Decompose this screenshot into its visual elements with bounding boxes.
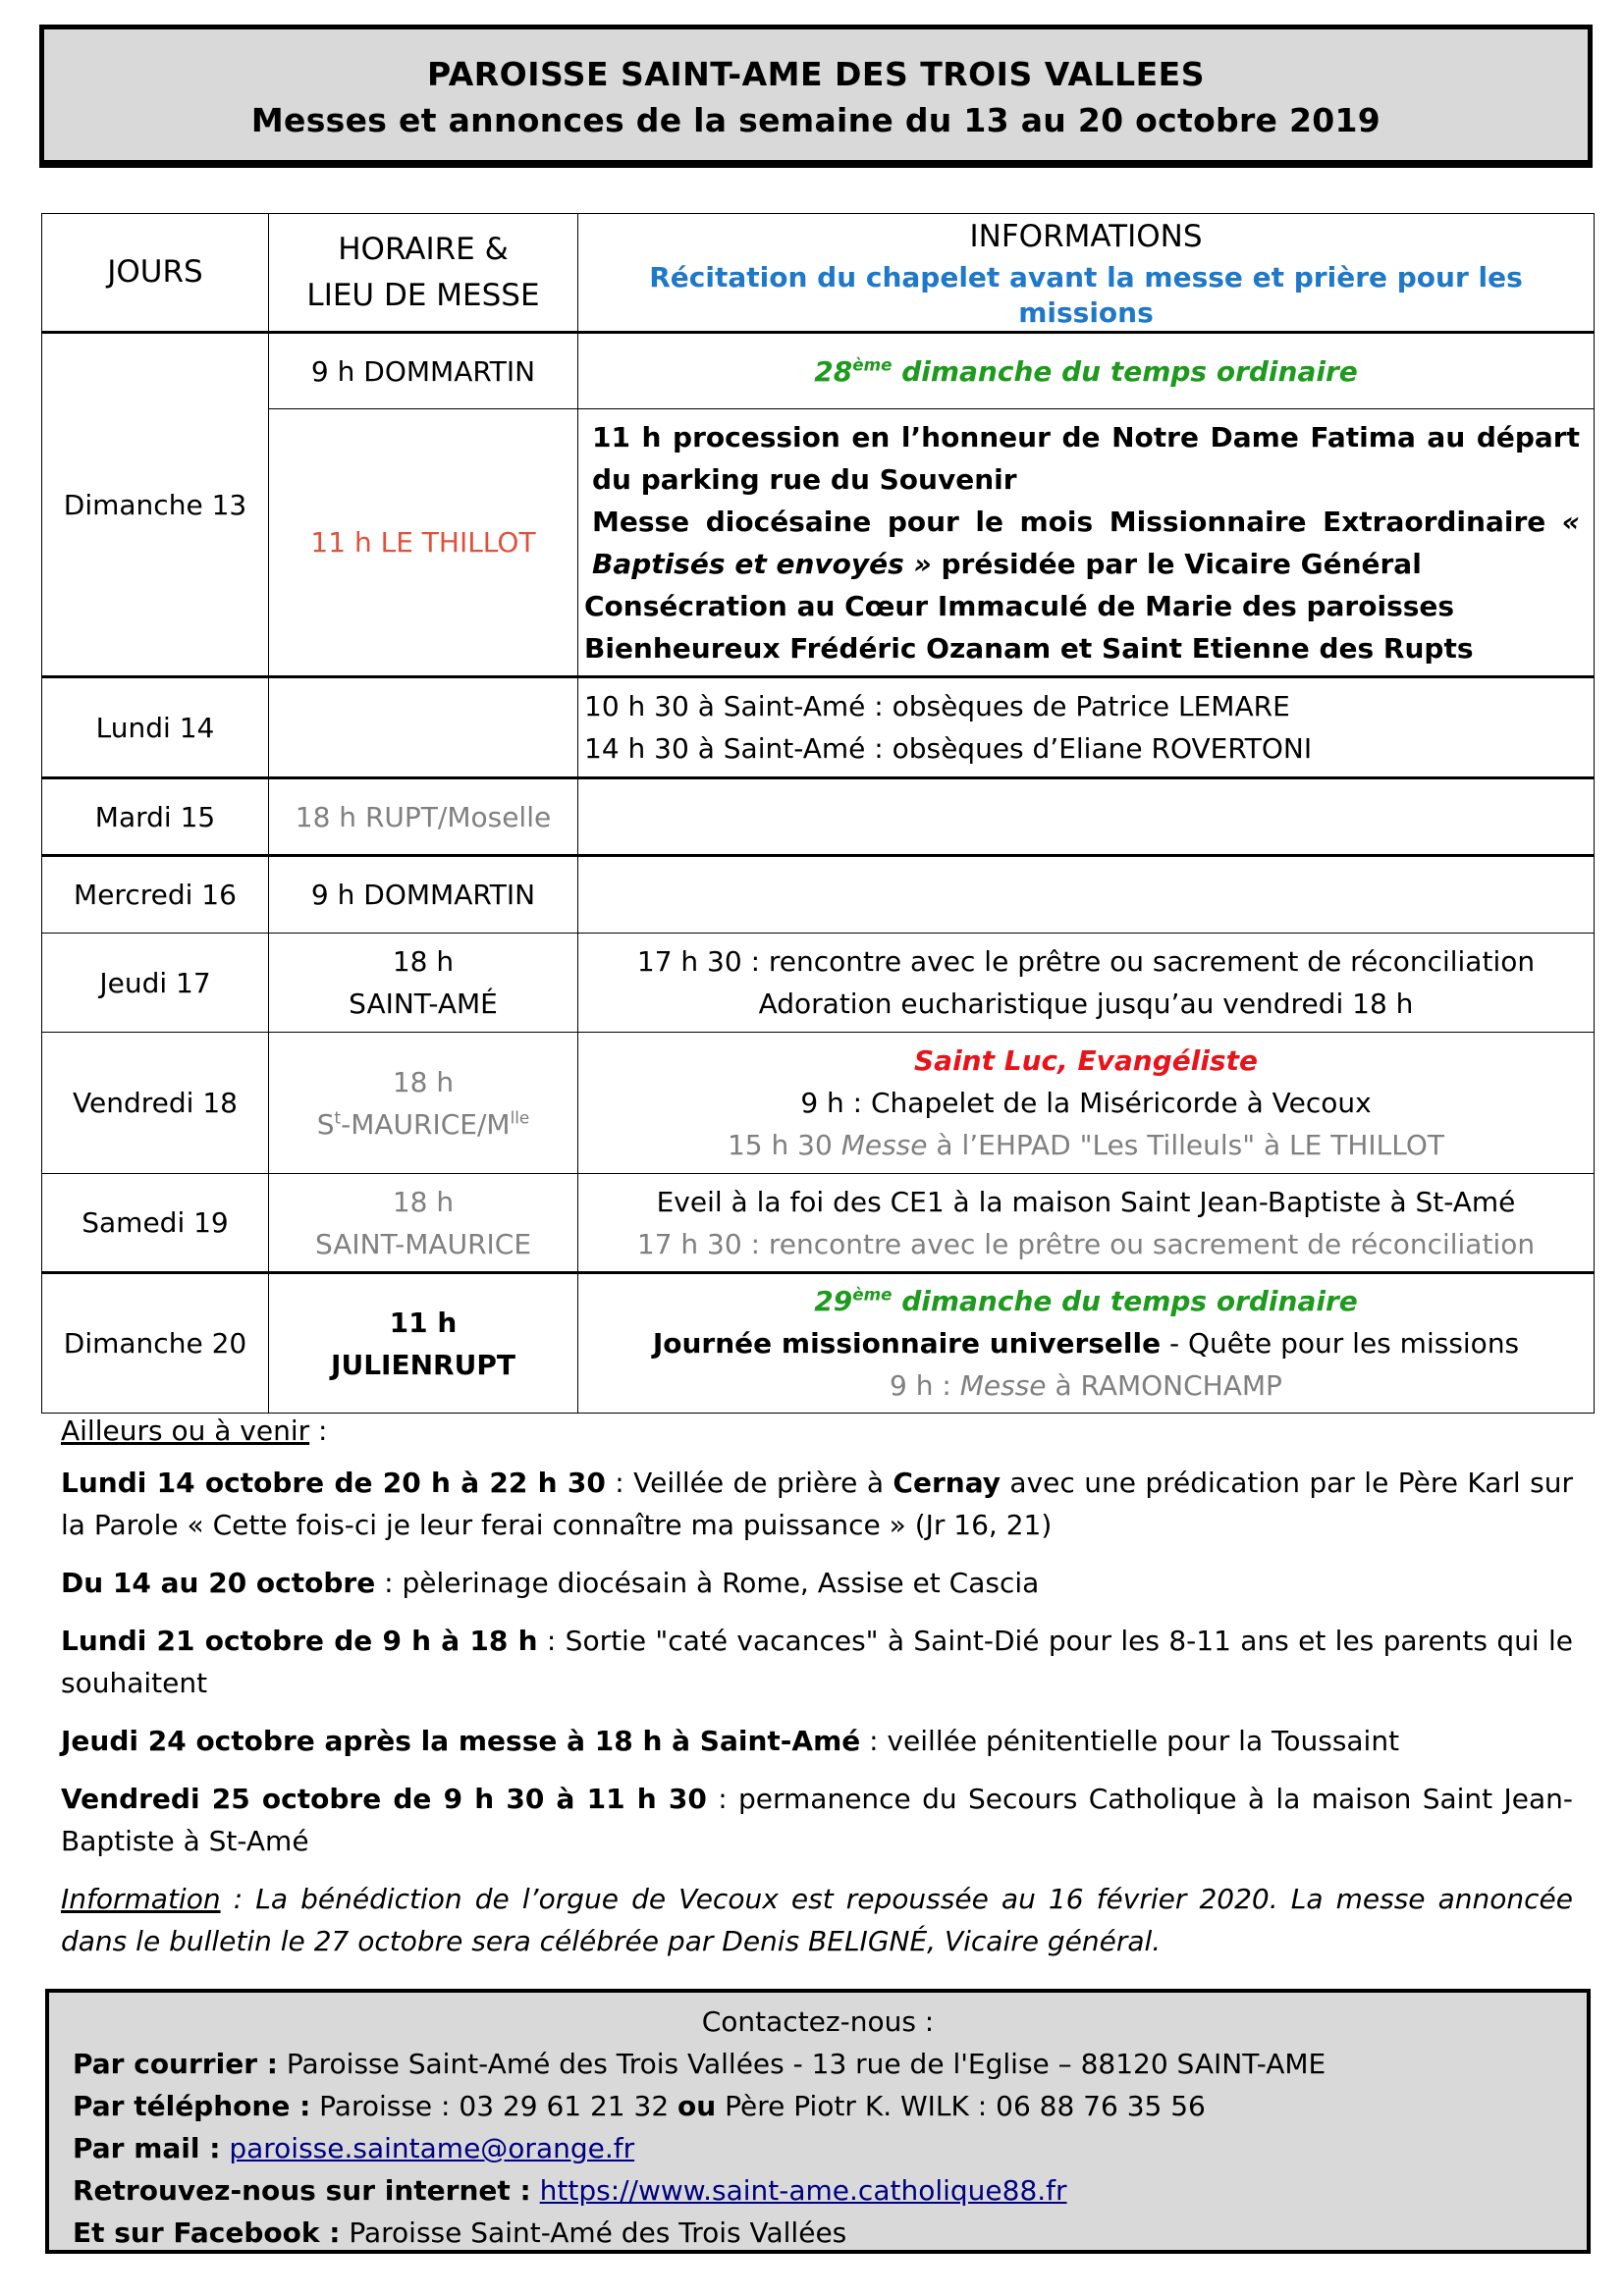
table-row <box>42 677 1595 778</box>
table-row <box>42 333 1595 409</box>
info-cell <box>578 856 1595 934</box>
contact-courrier: Par courrier : Paroisse Saint-Amé des Trois Vallées - 13 rue de l'Eglise – 88120 SAINT-AME <box>73 2048 1326 2080</box>
info-line: 9 h : Messe à RAMONCHAMP <box>890 1369 1282 1402</box>
day-cell: Vendredi 18 <box>42 1033 269 1174</box>
announcement-item: Vendredi 25 octobre de 9 h 30 à 11 h 30 : permanence du Secours Catholique à la maison Saint Jean-Baptiste à St-Amé <box>61 1783 1573 1857</box>
parish-title: PAROISSE SAINT-AME DES TROIS VALLEES <box>427 55 1205 93</box>
day-cell: Mercredi 16 <box>42 856 269 934</box>
info-line: Adoration eucharistique jusqu’au vendredi 18 h <box>758 988 1414 1020</box>
mass-time: 18 h <box>392 1185 455 1218</box>
mass-cell <box>269 677 578 778</box>
table-row <box>42 778 1595 856</box>
col-header-informations-title: INFORMATIONS <box>969 219 1203 254</box>
info-cell <box>578 677 1595 778</box>
sunday-title: 29ème dimanche du temps ordinaire <box>814 1284 1358 1317</box>
table-row <box>42 1033 1595 1174</box>
info-cell <box>578 1033 1595 1174</box>
feast-title: Saint Luc, Evangéliste <box>914 1044 1258 1077</box>
day-cell: Lundi 14 <box>42 677 269 778</box>
info-cell <box>578 333 1595 409</box>
mass-cell <box>269 1033 578 1174</box>
information-note: Information : La bénédiction de l’orgue de Vecoux est repoussée au 16 février 2020. La messe annoncée dans le bulletin le 27 octobre sera célébrée par Denis BELIGNÉ, Vicaire général. <box>61 1883 1573 1957</box>
mass-cell: 11 h LE THILLOT <box>269 409 578 677</box>
sunday-title: 28ème dimanche du temps ordinaire <box>814 354 1358 388</box>
announcements-section <box>61 1410 1573 1978</box>
mass-time: 18 h <box>392 945 455 978</box>
website-link[interactable]: https://www.saint-ame.catholique88.fr <box>539 2174 1067 2207</box>
table-row <box>42 409 1595 677</box>
info-cell <box>578 409 1595 677</box>
contact-title: Contactez-nous : <box>701 2005 935 2038</box>
col-header-horaire <box>269 214 578 333</box>
info-line: 15 h 30 Messe à l’EHPAD "Les Tilleuls" à LE THILLOT <box>727 1129 1445 1161</box>
info-line: 17 h 30 : rencontre avec le prêtre ou sacrement de réconciliation <box>636 945 1536 978</box>
announcement-item: Lundi 21 octobre de 9 h à 18 h : Sortie "caté vacances" à Saint-Dié pour les 8-11 ans et les parents qui le souhaitent <box>61 1625 1574 1699</box>
mass-cell: 9 h DOMMARTIN <box>269 856 578 934</box>
info-line: Journée missionnaire universelle - Quête pour les missions <box>652 1327 1520 1360</box>
table-row <box>42 856 1595 934</box>
day-cell: Dimanche 20 <box>42 1273 269 1414</box>
info-cell <box>578 934 1595 1033</box>
procession-info: 11 h procession en l’honneur de Notre Dame Fatima au départ du parking rue du Souvenir <box>592 420 1580 496</box>
mass-cell <box>269 1273 578 1414</box>
announcement-item: Lundi 14 octobre de 20 h à 22 h 30 : Veillée de prière à Cernay avec une prédication par le Père Karl sur la Parole « Cette fois-ci je leur ferai connaître ma puissance » (Jr 16, 21) <box>61 1467 1573 1541</box>
info-cell <box>578 1174 1595 1273</box>
mass-cell <box>269 934 578 1033</box>
announcement-item: Du 14 au 20 octobre : pèlerinage diocésain à Rome, Assise et Cascia <box>61 1567 1040 1599</box>
mass-cell: 9 h DOMMARTIN <box>269 333 578 409</box>
mass-place: SAINT-AMÉ <box>349 988 498 1020</box>
contact-box <box>45 1989 1591 2254</box>
mass-schedule-table <box>41 213 1595 1414</box>
day-cell: Mardi 15 <box>42 778 269 856</box>
email-link[interactable]: paroisse.saintame@orange.fr <box>229 2132 635 2164</box>
info-line: 9 h : Chapelet de la Miséricorde à Vecoux <box>800 1087 1372 1119</box>
mass-cell <box>269 1174 578 1273</box>
col-header-horaire-line1: HORAIRE & <box>338 231 509 267</box>
table-row <box>42 934 1595 1033</box>
day-cell: Jeudi 17 <box>42 934 269 1033</box>
informations-subtitle: Récitation du chapelet avant la messe et prière pour les missions <box>649 261 1523 329</box>
mass-cell: 18 h RUPT/Moselle <box>269 778 578 856</box>
messe-diocesaine-info: Messe diocésaine pour le mois Missionnaire Extraordinaire « Baptisés et envoyés » présidée par le Vicaire Général <box>592 505 1580 580</box>
info-line: 14 h 30 à Saint-Amé : obsèques d’Eliane ROVERTONI <box>584 732 1313 765</box>
contact-telephone: Par téléphone : Paroisse : 03 29 61 21 32 ou Père Piotr K. WILK : 06 88 76 35 56 <box>73 2090 1206 2122</box>
mass-time: 18 h <box>392 1065 455 1098</box>
info-line: Eveil à la foi des CE1 à la maison Saint Jean-Baptiste à St-Amé <box>656 1185 1516 1218</box>
mass-time: 11 h <box>389 1306 458 1339</box>
consecration-info: Consécration au Cœur Immaculé de Marie des paroisses Bienheureux Frédéric Ozanam et Saint Etienne des Rupts <box>584 589 1474 665</box>
info-line: 17 h 30 : rencontre avec le prêtre ou sacrement de réconciliation <box>636 1227 1536 1260</box>
info-cell <box>578 778 1595 856</box>
contact-mail: Par mail : paroisse.saintame@orange.fr <box>73 2132 635 2164</box>
day-cell: Samedi 19 <box>42 1174 269 1273</box>
col-header-horaire-line2: LIEU DE MESSE <box>306 277 540 313</box>
mass-place: JULIENRUPT <box>331 1348 515 1381</box>
col-header-informations <box>578 214 1595 333</box>
announcements-heading: Ailleurs ou à venir : <box>61 1415 328 1447</box>
bulletin-header-box <box>39 25 1593 168</box>
contact-internet: Retrouvez-nous sur internet : https://www.saint-ame.catholique88.fr <box>73 2174 1067 2207</box>
table-row <box>42 1174 1595 1273</box>
mass-place: $S^t-MAURICE/M^{lle}$ <box>316 1107 530 1141</box>
info-line: 10 h 30 à Saint-Amé : obsèques de Patrice LEMARE <box>584 690 1290 722</box>
table-row <box>42 1273 1595 1414</box>
info-cell <box>578 1273 1595 1414</box>
mass-place: SAINT-MAURICE <box>314 1227 532 1260</box>
table-header-row <box>42 214 1595 333</box>
contact-facebook: Et sur Facebook : Paroisse Saint-Amé des Trois Vallées <box>73 2216 847 2249</box>
col-header-jours: JOURS <box>42 214 269 333</box>
announcement-item: Jeudi 24 octobre après la messe à 18 h à Saint-Amé : veillée pénitentielle pour la Toussaint <box>61 1725 1400 1757</box>
day-cell: Dimanche 13 <box>42 333 269 677</box>
week-subtitle: Messes et annonces de la semaine du 13 au 20 octobre 2019 <box>250 101 1381 139</box>
